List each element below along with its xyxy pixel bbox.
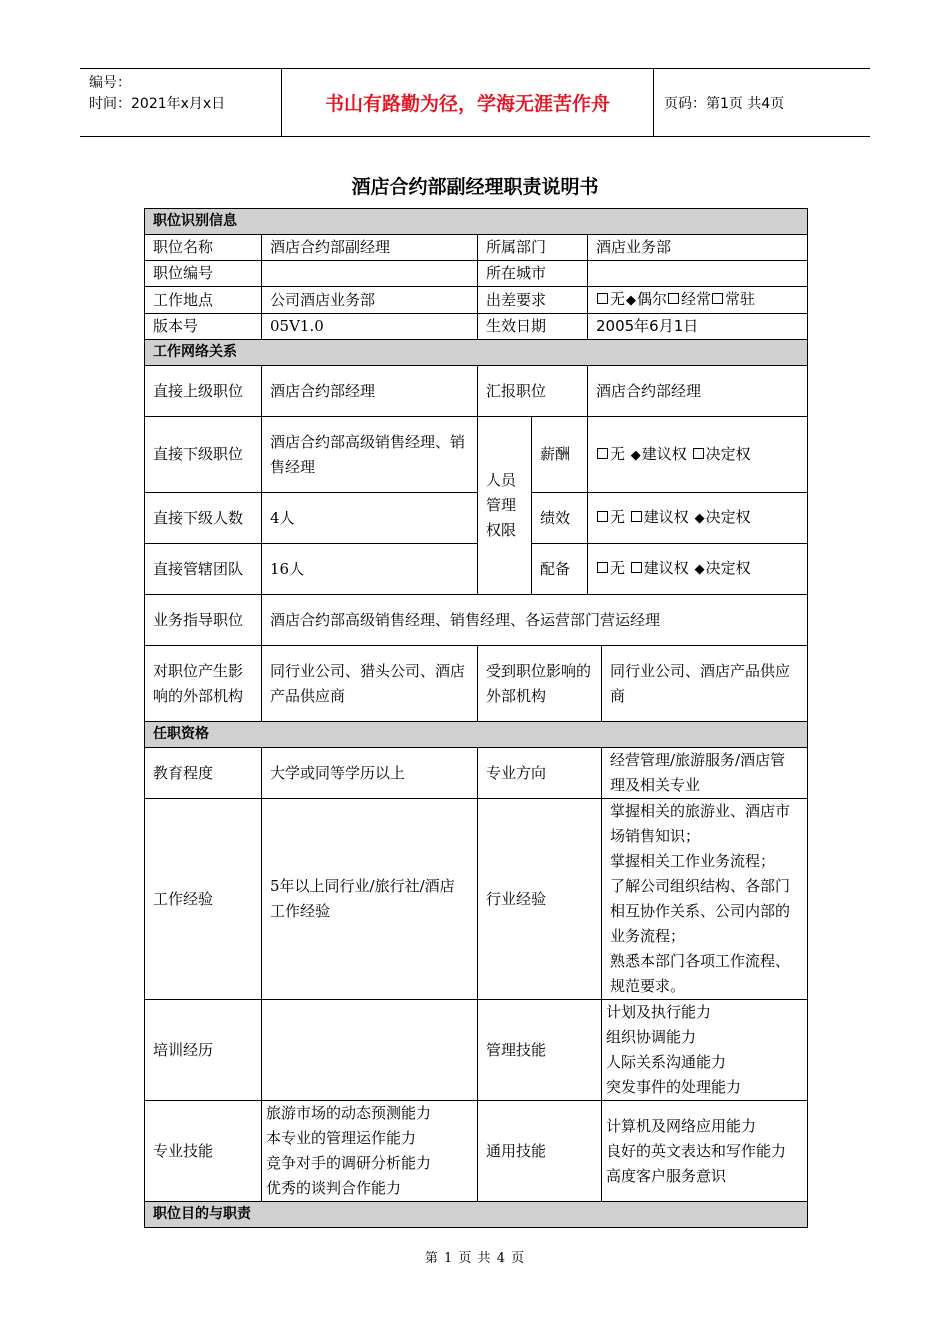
doc-code: 编号：	[89, 75, 131, 91]
position-name-value: 酒店合约部副经理	[262, 235, 478, 261]
checkbox-icon	[631, 511, 642, 522]
travel-option-none: 无	[610, 290, 626, 308]
general-skill-label: 通用技能	[478, 1101, 602, 1202]
list-item: 高度客户服务意识	[606, 1166, 727, 1185]
diamond-check-icon: ◆	[694, 511, 705, 526]
staffing-option-decide: 决定权	[705, 559, 751, 577]
superior-value: 酒店合约部经理	[262, 366, 478, 417]
document-title: 酒店合约部副经理职责说明书	[351, 176, 599, 198]
major-value: 经营管理/旅游服务/酒店管理及相关专业	[602, 748, 808, 799]
guidance-label: 业务指导职位	[145, 595, 262, 646]
checkbox-icon	[712, 293, 723, 304]
effective-label: 生效日期	[478, 314, 588, 340]
header-page-number: 页码：第1页 共4页	[664, 95, 785, 112]
checkbox-icon	[597, 511, 608, 522]
section-network: 工作网络关系	[145, 340, 808, 366]
travel-option-resident: 常驻	[725, 290, 756, 308]
list-item: 熟悉本部门各项工作流程、规范要求。	[610, 952, 791, 995]
location-label: 工作地点	[145, 287, 262, 314]
page-footer: 第 1 页 共 4 页	[424, 1251, 526, 1266]
list-item: 人际关系沟通能力	[606, 1053, 727, 1071]
list-item: 组织协调能力	[606, 1028, 697, 1046]
mgmt-skill-list	[602, 1000, 808, 1101]
perf-option-decide: 决定权	[705, 508, 751, 526]
checkbox-icon	[693, 448, 704, 459]
education-value: 大学或同等学历以上	[262, 748, 478, 799]
doc-time: 时间：2021年x月x日	[89, 96, 226, 112]
salary-option-none: 无	[610, 444, 626, 463]
pro-skill-label: 专业技能	[145, 1101, 262, 1202]
authority-label: 人员管理权限	[478, 417, 532, 595]
education-label: 教育程度	[145, 748, 262, 799]
staffing-option-suggest: 建议权	[643, 559, 689, 577]
department-label: 所属部门	[478, 235, 588, 261]
major-label: 专业方向	[478, 748, 602, 799]
list-item: 掌握相关的旅游业、酒店市场销售知识；	[610, 802, 791, 845]
team-value: 16人	[262, 544, 478, 595]
external-value: 同行业公司、猎头公司、酒店产品供应商	[262, 646, 478, 722]
effective-date: 2005年6月1日	[588, 314, 808, 340]
perf-options	[588, 493, 808, 544]
list-item: 掌握相关工作业务流程；	[610, 852, 776, 870]
list-item: 本专业的管理运作能力	[266, 1129, 417, 1147]
industry-exp-list	[602, 799, 808, 1000]
city-label: 所在城市	[478, 261, 588, 287]
work-exp-value: 5年以上同行业/旅行社/酒店工作经验	[262, 799, 478, 1000]
checkbox-icon	[597, 293, 608, 304]
training-label: 培训经历	[145, 1000, 262, 1101]
superior-label: 直接上级职位	[145, 366, 262, 417]
salary-option-suggest: 建议权	[641, 444, 687, 463]
list-item: 了解公司组织结构、各部门相互协作关系、公司内部的业务流程；	[610, 877, 791, 945]
section-qualification: 任职资格	[145, 722, 808, 748]
checkbox-icon	[631, 562, 642, 573]
subordinate-label: 直接下级职位	[145, 417, 262, 493]
work-exp-label: 工作经验	[145, 799, 262, 1000]
salary-label: 薪酬	[532, 417, 588, 493]
subordinate-value: 酒店合约部高级销售经理、销售经理	[262, 417, 478, 493]
header-meta	[80, 69, 282, 136]
staffing-option-none: 无	[610, 559, 626, 577]
general-skill-list	[602, 1101, 808, 1202]
checkbox-icon	[597, 562, 608, 573]
list-item: 旅游市场的动态预测能力	[266, 1104, 432, 1122]
mgmt-skill-label: 管理技能	[478, 1000, 602, 1101]
version-value: 05V1.0	[262, 314, 478, 340]
position-name-label: 职位名称	[145, 235, 262, 261]
affected-label: 受到职位影响的外部机构	[478, 646, 602, 722]
pro-skill-list	[262, 1101, 478, 1202]
perf-label: 绩效	[532, 493, 588, 544]
page-header	[80, 68, 870, 137]
external-label: 对职位产生影响的外部机构	[145, 646, 262, 722]
list-item: 计算机及网络应用能力	[606, 1116, 757, 1135]
travel-label: 出差要求	[478, 287, 588, 314]
job-description-table	[144, 208, 808, 1228]
diamond-check-icon: ◆	[694, 562, 705, 577]
list-item: 计划及执行能力	[606, 1003, 712, 1021]
travel-options	[588, 287, 808, 314]
sub-count-label: 直接下级人数	[145, 493, 262, 544]
perf-option-suggest: 建议权	[643, 508, 689, 526]
salary-option-decide: 决定权	[705, 444, 751, 463]
list-item: 良好的英文表达和写作能力	[606, 1141, 787, 1160]
report-label: 汇报职位	[478, 366, 588, 417]
position-code-value	[262, 261, 478, 287]
header-motto: 书山有路勤为径，学海无涯苦作舟	[282, 69, 654, 136]
city-value	[588, 261, 808, 287]
section-purpose: 职位目的与职责	[145, 1202, 808, 1228]
section-identity: 职位识别信息	[145, 209, 808, 235]
team-label: 直接管辖团队	[145, 544, 262, 595]
perf-option-none: 无	[610, 508, 626, 526]
diamond-check-icon: ◆	[626, 293, 637, 308]
staffing-label: 配备	[532, 544, 588, 595]
training-value	[262, 1000, 478, 1101]
version-label: 版本号	[145, 314, 262, 340]
affected-value: 同行业公司、酒店产品供应商	[602, 646, 808, 722]
salary-options	[588, 417, 808, 493]
list-item: 优秀的谈判合作能力	[266, 1179, 402, 1197]
travel-option-often: 经常	[681, 290, 712, 308]
list-item: 竞争对手的调研分析能力	[266, 1154, 432, 1172]
checkbox-icon	[597, 448, 608, 459]
travel-option-occasional: 偶尔	[637, 290, 668, 308]
list-item: 突发事件的处理能力	[606, 1078, 742, 1096]
department-value: 酒店业务部	[588, 235, 808, 261]
checkbox-icon	[668, 293, 679, 304]
guidance-value: 酒店合约部高级销售经理、销售经理、各运营部门营运经理	[262, 595, 808, 646]
diamond-check-icon: ◆	[630, 447, 641, 463]
sub-count-value: 4人	[262, 493, 478, 544]
industry-exp-label: 行业经验	[478, 799, 602, 1000]
location-value: 公司酒店业务部	[262, 287, 478, 314]
staffing-options	[588, 544, 808, 595]
position-code-label: 职位编号	[145, 261, 262, 287]
report-value: 酒店合约部经理	[588, 366, 808, 417]
